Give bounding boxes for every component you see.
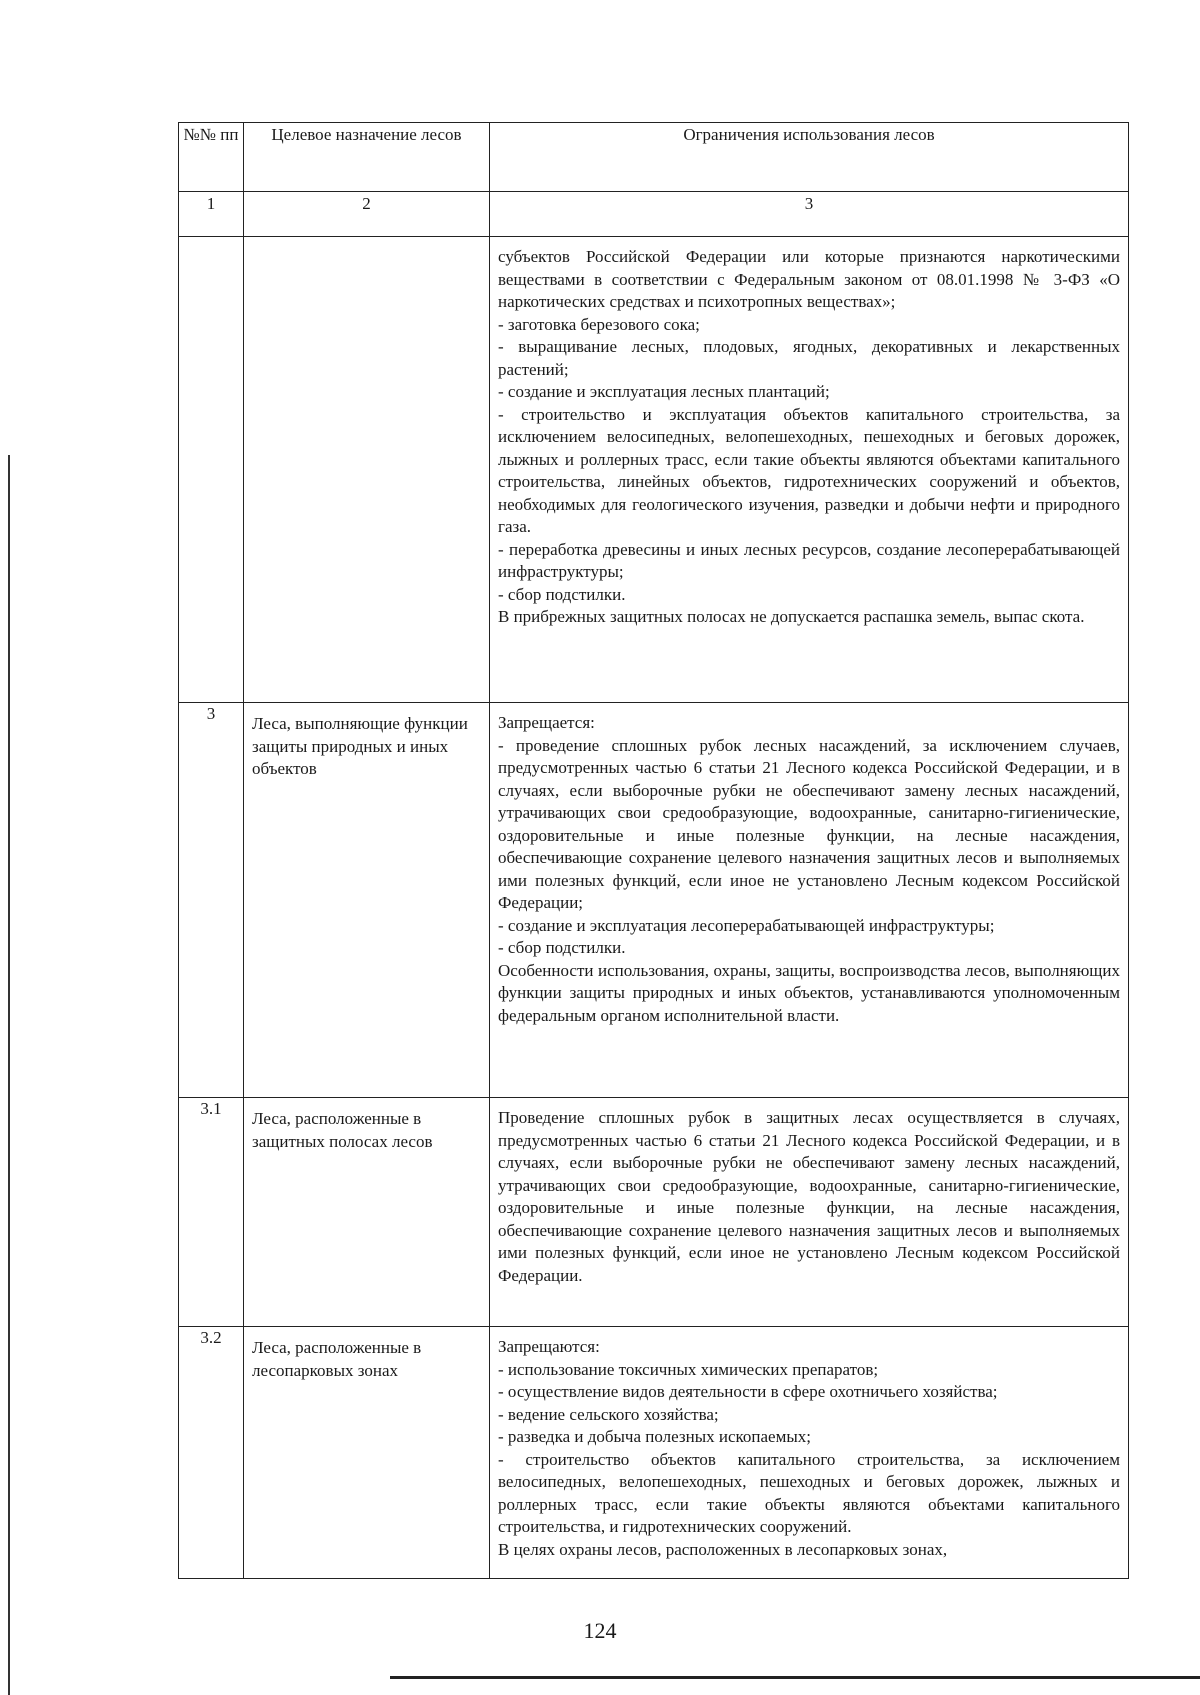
table-row [179, 237, 1129, 703]
restriction-line: - осуществление видов деятельности в сфере охотничьего хозяйства; [498, 1382, 998, 1401]
restriction-line: - использование токсичных химических препаратов; [498, 1359, 879, 1379]
restriction-line: - проведение сплошных рубок лесных насаждений, за исключением случаев, предусмотренных частью 6 статьи 21 Лесного кодекса Российской Федерации, и в случаях, если выборочные рубки не обеспечивают замену лесных насаждений, утрачивающих свои средообразующие, водоохранные, санитарно-гигиенические, оздоровительные и иные полезные функции, на лесные насаждения, обеспечивающие сохранение целевого назначения защитных лесов и выполняемых ими полезных функций, если иное не установлено Лесным кодексом Российской Федерации; [498, 735, 1120, 912]
table-row [179, 703, 1129, 1098]
row-restrictions [490, 703, 1129, 1098]
header-row [179, 123, 1129, 192]
restriction-line: Проведение сплошных рубок в защитных лесах осуществляется в случаях, предусмотренных частью 6 статьи 21 Лесного кодекса Российской Федерации, и в случаях, если выборочные рубки не обеспечивают замену лесных насаждений, утрачивающих свои средообразующие, водоохранные, санитарно-гигиенические, оздоровительные и иные полезные функции, на лесные насаждения, обеспечивающие сохранение целевого назначения защитных лесов и выполняемых ими полезных функций, если иное не установлено Лесным кодексом Российской Федерации. [498, 1108, 1120, 1285]
scan-edge-left [8, 455, 10, 1695]
restriction-line: - переработка древесины и иных лесных ресурсов, создание лесоперерабатывающей инфраструктуры; [498, 539, 1120, 581]
restriction-line: - ведение сельского хозяйства; [498, 1404, 719, 1424]
column-index-3: 3 [490, 192, 1129, 237]
row-number: 3 [179, 703, 244, 1098]
column-index-1: 1 [179, 192, 244, 237]
column-index-2: 2 [244, 192, 490, 237]
row-restrictions [490, 1098, 1129, 1327]
page-number: 124 [583, 1618, 617, 1643]
table-row [179, 1327, 1129, 1579]
restriction-line: субъектов Российской Федерации или которые признаются наркотическими веществами в соответствии с Федеральным законом от 08.01.1998 № 3-ФЗ «О наркотических средствах и психотропных веществах»; [498, 247, 1120, 311]
row-restrictions [490, 237, 1129, 703]
restriction-line: - строительство и эксплуатация объектов капитального строительства, за исключением велосипедных, велопешеходных, пешеходных и беговых дорожек, лыжных и роллерных трасс, если такие объекты являются объектами капитального строительства, линейных объектов, гидротехнических сооружений и объектов, необходимых для геологического изучения, разведки и добычи нефти и природного газа. [498, 404, 1120, 536]
table-row [179, 1098, 1129, 1327]
row-purpose: Леса, выполняющие функции защиты природных и иных объектов [244, 703, 490, 1098]
row-purpose [244, 237, 490, 703]
restriction-line: Запрещаются: [498, 1337, 600, 1356]
column-index-row [179, 192, 1129, 237]
restriction-line: - заготовка березового сока; [498, 314, 700, 334]
restriction-line: - выращивание лесных, плодовых, ягодных, декоративных и лекарственных растений; [498, 337, 1120, 379]
row-number [179, 237, 244, 703]
row-purpose: Леса, расположенные в защитных полосах лесов [244, 1098, 490, 1327]
restriction-line: В прибрежных защитных полосах не допускается распашка земель, выпас скота. [498, 607, 1085, 626]
header-purpose: Целевое назначение лесов [244, 123, 490, 192]
row-number: 3.1 [179, 1098, 244, 1327]
header-number: №№ пп [179, 123, 244, 192]
restriction-line: - разведка и добыча полезных ископаемых; [498, 1427, 812, 1446]
row-purpose: Леса, расположенные в лесопарковых зонах [244, 1327, 490, 1579]
header-restrictions: Ограничения использования лесов [490, 123, 1129, 192]
restriction-line: - создание и эксплуатация лесоперерабатывающей инфраструктуры; [498, 915, 995, 935]
restrictions-table [178, 122, 1129, 1579]
row-restrictions [490, 1327, 1129, 1579]
row-number: 3.2 [179, 1327, 244, 1579]
restriction-line: - строительство объектов капитального строительства, за исключением велосипедных, велопешеходных, пешеходных и беговых дорожек, лыжных и роллерных трасс, если такие объекты являются объектами капитального строительства, и гидротехнических сооружений. [498, 1449, 1120, 1536]
scan-edge-bottom [390, 1676, 1200, 1679]
restriction-line: - сбор подстилки. [498, 938, 626, 957]
restriction-line: - создание и эксплуатация лесных плантаций; [498, 382, 830, 401]
restriction-line: Особенности использования, охраны, защиты, воспроизводства лесов, выполняющих функции защиты природных и иных объектов, устанавливаются уполномоченным федеральным органом исполнительной власти. [498, 960, 1120, 1025]
restriction-line: В целях охраны лесов, расположенных в лесопарковых зонах, [498, 1539, 948, 1559]
restriction-line: - сбор подстилки. [498, 584, 626, 604]
restriction-line: Запрещается: [498, 713, 595, 732]
